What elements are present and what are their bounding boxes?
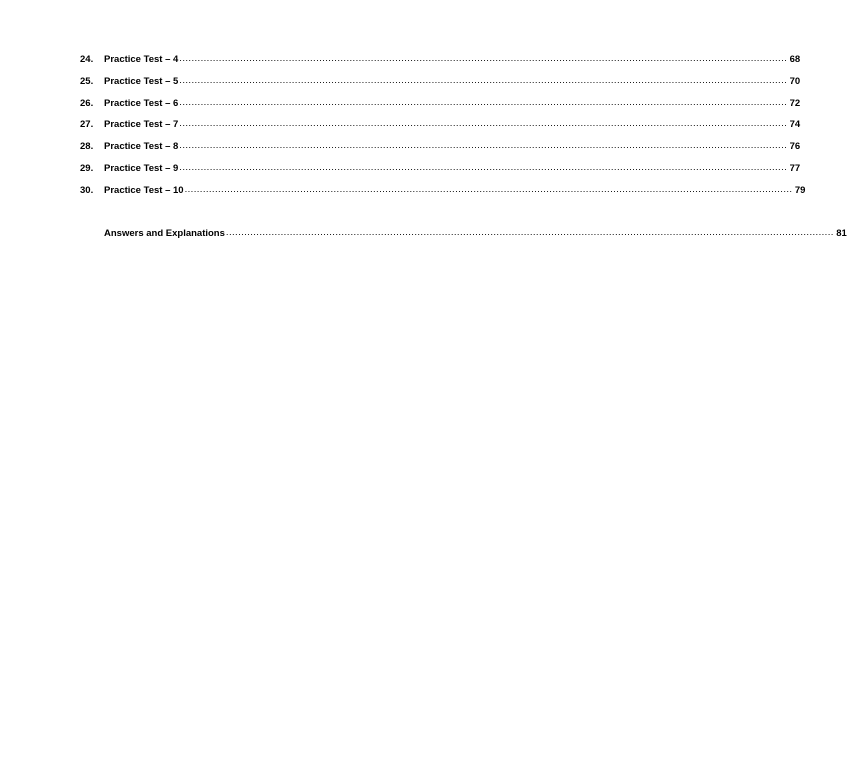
toc-entry-title: Practice Test – 10	[104, 184, 184, 196]
toc-dot-leader: ........................................................................................................................................................................................................	[179, 74, 788, 86]
toc-entry-30[interactable]	[80, 183, 806, 205]
toc-entry-29[interactable]	[80, 161, 801, 183]
toc-dot-leader: ........................................................................................................................................................................................................	[179, 140, 788, 152]
toc-dot-leader: ........................................................................................................................................................................................................	[225, 226, 834, 238]
toc-dot-leader: ........................................................................................................................................................................................................	[184, 183, 793, 195]
toc-entry-number: 24.	[80, 54, 94, 65]
toc-dot-leader: ........................................................................................................................................................................................................	[179, 53, 788, 64]
toc-entry-number: 27.	[80, 119, 94, 131]
toc-entry-page: 76	[789, 141, 801, 153]
toc-entry-number: 30.	[80, 184, 94, 196]
toc-dot-leader: ........................................................................................................................................................................................................	[179, 96, 788, 108]
toc-entry-page: 79	[794, 184, 806, 196]
toc-entry-28[interactable]	[80, 139, 801, 161]
toc-entry-number: 25.	[80, 75, 94, 87]
toc-entry-page: 72	[789, 97, 801, 109]
toc-entry-25[interactable]	[80, 74, 801, 96]
toc-entry-page: 74	[789, 119, 801, 131]
toc-entry-title: Practice Test – 6	[104, 97, 179, 109]
toc-entry-page: 70	[789, 75, 801, 87]
toc-entry-title: Practice Test – 9	[104, 162, 179, 174]
toc-entry-number: 29.	[80, 162, 94, 174]
toc-entry-title: Answers and Explanations	[104, 227, 225, 239]
toc-entry-answers[interactable]	[80, 226, 847, 248]
toc-entry-title: Practice Test – 5	[104, 75, 179, 87]
toc-entry-number: 28.	[80, 141, 94, 153]
table-of-contents	[80, 52, 847, 247]
toc-entry-title: Practice Test – 4	[104, 54, 179, 65]
toc-dot-leader: ........................................................................................................................................................................................................	[179, 161, 788, 173]
toc-dot-leader: ........................................................................................................................................................................................................	[179, 118, 788, 130]
toc-entry-number: 26.	[80, 97, 94, 109]
toc-entry-page: 77	[789, 162, 801, 174]
toc-entry-title: Practice Test – 7	[104, 119, 179, 131]
toc-entry-24[interactable]	[80, 52, 801, 74]
toc-entry-27[interactable]	[80, 117, 801, 139]
toc-entry-title: Practice Test – 8	[104, 141, 179, 153]
toc-entry-page: 68	[789, 54, 801, 65]
toc-entry-26[interactable]	[80, 96, 801, 118]
toc-entry-page: 81	[836, 227, 847, 239]
